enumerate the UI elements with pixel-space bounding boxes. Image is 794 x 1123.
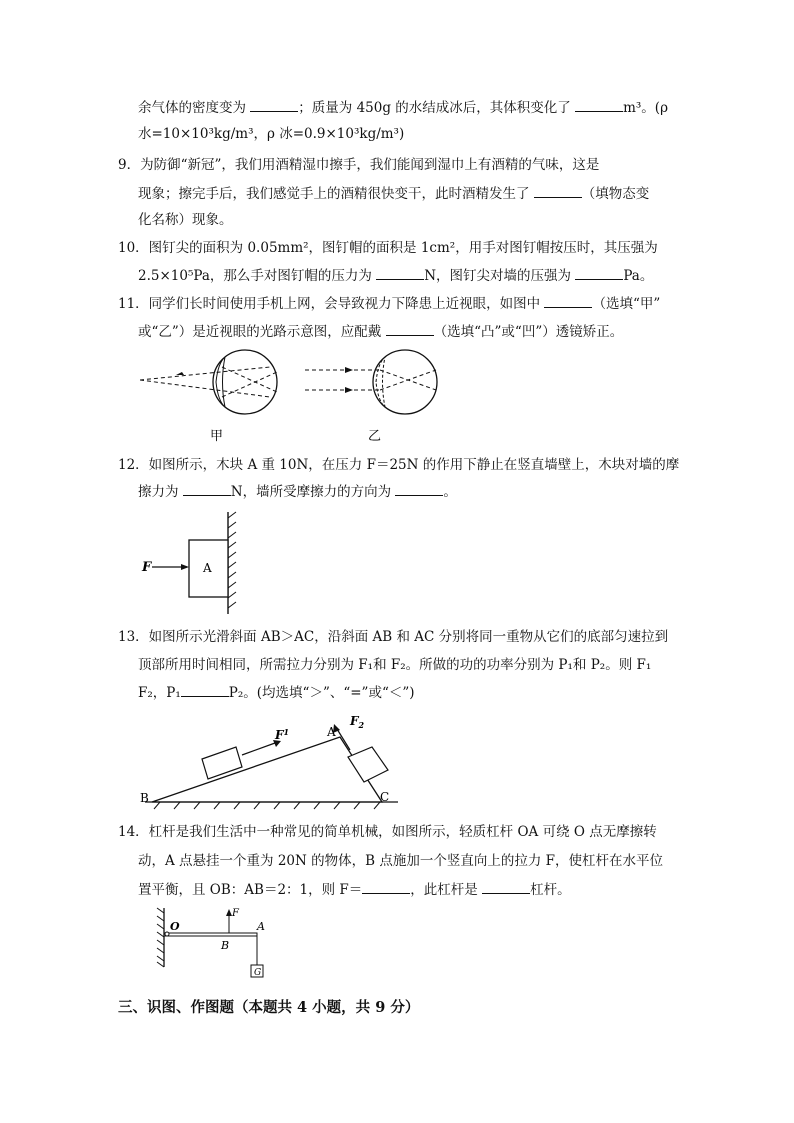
answer-blank[interactable] — [544, 294, 592, 308]
fig-label-jia: 甲 — [210, 429, 224, 444]
answer-blank[interactable] — [395, 482, 443, 496]
answer-blank[interactable] — [482, 880, 530, 894]
label-f1: $F^1$ — [275, 727, 290, 742]
answer-blank[interactable] — [575, 266, 623, 280]
incline-diagram — [140, 712, 410, 812]
q8-line2: 水=10×10³kg/m³，ρ 冰=0.9×10³kg/m³) — [138, 126, 405, 142]
q14-line2: 动，A 点悬挂一个重为 20N 的物体，B 点施加一个竖直向上的拉力 F，使杠杆在水平位 — [138, 853, 663, 869]
answer-blank[interactable] — [181, 683, 229, 697]
q10-line1: 10．图钉尖的面积为 0.05mm²，图钉帽的面积是 1cm²，用手对图钉帽按压时，其压强为 — [118, 240, 658, 256]
answer-blank[interactable] — [534, 184, 582, 198]
label-a: A — [257, 920, 265, 933]
eye-diagram — [140, 345, 450, 445]
label-g: G — [254, 968, 262, 978]
q11-line1: 11．同学们长时间使用手机上网，会导致视力下降患上近视眼，如图中 （选填“甲” — [118, 296, 661, 312]
lever-bar — [164, 933, 257, 936]
answer-blank[interactable] — [376, 266, 424, 280]
q9-line1: 9．为防御“新冠”，我们用酒精湿巾擦手，我们能闻到湿巾上有酒精的气味，这是 — [118, 157, 600, 173]
lever-diagram — [150, 905, 280, 985]
label-o: O — [170, 920, 180, 933]
q8-line1: 余气体的密度变为 ；质量为 450g 的水结成冰后，其体积变化了 m³。(ρ — [138, 100, 669, 116]
q12-line1: 12．如图所示，木块 A 重 10N，在压力 F＝25N 的作用下静止在竖直墙壁上，木块对墙的摩 — [118, 457, 680, 473]
q10-line2: 2.5×10⁵Pa，那么手对图钉帽的压力为 N，图钉尖对墙的压强为 Pa。 — [138, 268, 654, 284]
label-c: C — [380, 790, 390, 804]
q11-line2: 或“乙”）是近视眼的光路示意图，应配戴 （选填“凸”或“凹”）透镜矫正。 — [138, 324, 624, 340]
block-wall-diagram — [140, 510, 250, 620]
label-b: B — [221, 939, 230, 952]
q14-line1: 14．杠杆是我们生活中一种常见的简单机械，如图所示，轻质杠杆 OA 可绕 O 点无摩擦转 — [118, 824, 657, 840]
label-f: F — [232, 908, 239, 919]
q14-line3: 置平衡，且 OB：AB＝2：1，则 F＝ ，此杠杆是 杠杆。 — [138, 882, 571, 898]
label-b: B — [140, 791, 149, 805]
fig-label-yi: 乙 — [368, 429, 382, 444]
answer-blank[interactable] — [183, 482, 231, 496]
q12-line2: 擦力为 N，墙所受摩擦力的方向为 。 — [138, 484, 457, 500]
answer-blank[interactable] — [250, 98, 298, 112]
section-heading: 三、识图、作图题（本题共 4 小题，共 9 分） — [118, 999, 420, 1016]
label-a: A — [327, 725, 336, 739]
answer-blank[interactable] — [362, 880, 410, 894]
answer-blank[interactable] — [386, 322, 434, 336]
q13-line3: F₂，P₁ P₂。(均选填“＞”、“=”或“＜”) — [138, 685, 415, 701]
q13-line1: 13．如图所示光滑斜面 AB＞AC，沿斜面 AB 和 AC 分别将同一重物从它们的底部匀速拉到 — [118, 629, 669, 645]
answer-blank[interactable] — [575, 98, 623, 112]
q9-line2: 现象；擦完手后，我们感觉手上的酒精很快变干，此时酒精发生了 （填物态变 — [138, 186, 650, 202]
label-f2: $F_2$ — [350, 714, 365, 730]
q9-line3: 化名称）现象。 — [138, 212, 233, 228]
q13-line2: 顶部所用时间相同，所需拉力分别为 F₁和 F₂。所做的功的功率分别为 P₁和 P₂。则 F₁ — [138, 657, 652, 673]
label-a: A — [203, 561, 212, 575]
label-f: F — [142, 560, 152, 575]
